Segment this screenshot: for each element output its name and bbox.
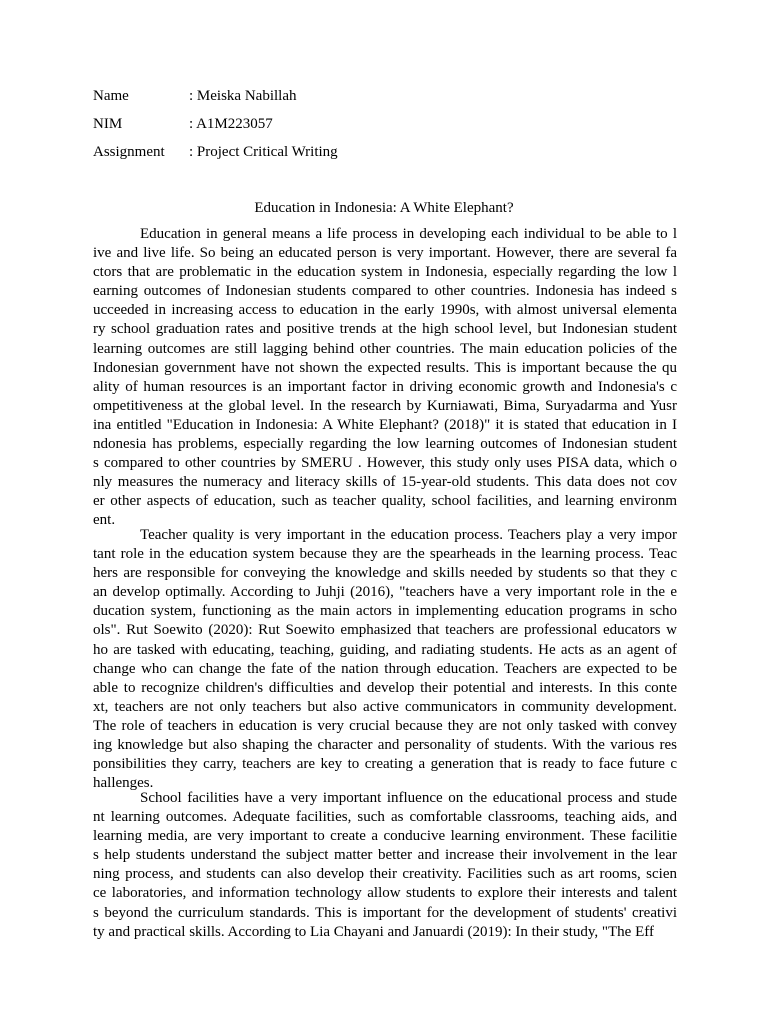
assignment-value: : Project Critical Writing (189, 144, 338, 160)
paragraph-line: ing knowledge but also shaping the character and personality of students. With the various res (93, 737, 677, 754)
paragraph-line: ducation system, functioning as the main actors in implementing education programs in scho (93, 603, 677, 620)
essay-title: Education in Indonesia: A White Elephant? (254, 200, 514, 216)
paragraph-school-facilities (93, 789, 677, 942)
paragraph-line: School facilities have a very important influence on the educational process and stude (140, 790, 677, 806)
paragraph-line: ho are tasked with educating, teaching, guiding, and radiating students. He acts as an agent of (93, 641, 677, 658)
paragraph-line: ndonesia has problems, especially regarding the low learning outcomes of Indonesian student (93, 436, 677, 453)
name-row (93, 87, 296, 105)
nim-row (93, 115, 273, 133)
paragraph-line: ning process, and students can also develop their creativity. Facilities such as art rooms, scien (93, 866, 677, 883)
paragraph-line: able to recognize children's difficulties and develop their potential and interests. In this conte (93, 679, 677, 696)
paragraph-line: ive and live life. So being an educated person is very important. However, there are several fa (93, 245, 677, 262)
paragraph-line: nt learning outcomes. Adequate facilities, such as comfortable classrooms, teaching aids, and (93, 809, 677, 826)
paragraph-line: ponsibilities they carry, teachers are key to creating a generation that is ready to face future c (93, 756, 677, 773)
paragraph-line: hallenges. (93, 775, 154, 792)
paragraph-teacher-quality (93, 526, 677, 793)
paragraph-line: er other aspects of education, such as teacher quality, school facilities, and learning environm (93, 493, 677, 510)
paragraph-line: earning outcomes of Indonesian students compared to other countries. Indonesia has indeed s (93, 283, 677, 300)
nim-value: : A1M223057 (189, 116, 273, 132)
paragraph-line: ctors that are problematic in the education system in Indonesia, especially regarding the low l (93, 264, 677, 281)
paragraph-line: ce laboratories, and information technology allow students to explore their interests and talent (93, 885, 677, 902)
paragraph-line: The role of teachers in education is very crucial because they are not only tasked with convey (93, 717, 677, 734)
paragraph-line: Teacher quality is very important in the education process. Teachers play a very impor (140, 527, 677, 543)
paragraph-line: ucceeded in increasing access to education in the early 1990s, with almost universal elementa (93, 302, 677, 319)
paragraph-line: learning outcomes are still lagging behind other countries. The main education policies of the (93, 340, 677, 357)
paragraph-line: ty and practical skills. According to Lia Chayani and Januardi (2019): In their study, "The Eff (93, 923, 654, 940)
paragraph-line: ina entitled "Education in Indonesia: A White Elephant? (2018)" it is stated that education in I (93, 416, 677, 433)
paragraph-line: s beyond the curriculum standards. This is important for the development of students' creativi (93, 904, 677, 921)
paragraph-line: tant role in the education system because they are the spearheads in the learning process. Teac (93, 546, 677, 563)
paragraph-intro (93, 225, 677, 531)
paragraph-line: Education in general means a life process in developing each individual to be able to l (140, 226, 677, 242)
paragraph-line: ality of human resources is an important factor in driving economic growth and Indonesia's c (93, 378, 677, 395)
paragraph-line: s help students understand the subject matter better and increase their involvement in the lear (93, 847, 677, 864)
assignment-row (93, 143, 338, 161)
paragraph-line: ent. (93, 512, 116, 529)
name-label: Name (93, 88, 129, 104)
paragraph-line: ompetitiveness at the global level. In the research by Kurniawati, Bima, Suryadarma and Yusr (93, 397, 677, 414)
paragraph-line: s compared to other countries by SMERU . However, this study only uses PISA data, which o (93, 455, 677, 472)
paragraph-line: an develop optimally. According to Juhji (2016), "teachers have a very important role in the e (93, 584, 677, 601)
paragraph-line: learning media, are very important to create a conducive learning environment. These facilitie (93, 828, 677, 845)
paragraph-line: hers are responsible for conveying the knowledge and skills needed by students so that they c (93, 565, 677, 582)
assignment-label: Assignment (93, 144, 165, 160)
paragraph-line: change who can change the fate of the nation through education. Teachers are expected to be (93, 660, 677, 677)
paragraph-line: ols". Rut Soewito (2020): Rut Soewito emphasized that teachers are professional educators w (93, 622, 677, 639)
paragraph-line: ry school graduation rates and positive trends at the high school level, but Indonesian student (93, 321, 677, 338)
paragraph-line: Indonesian government have not shown the expected results. This is important because the qu (93, 359, 677, 376)
nim-label: NIM (93, 116, 123, 132)
paragraph-line: xt, teachers are not only teachers but also active communicators in community development. (93, 698, 677, 715)
name-value: : Meiska Nabillah (189, 88, 297, 104)
paragraph-line: nly measures the numeracy and literacy skills of 15-year-old students. This data does not cov (93, 474, 677, 491)
